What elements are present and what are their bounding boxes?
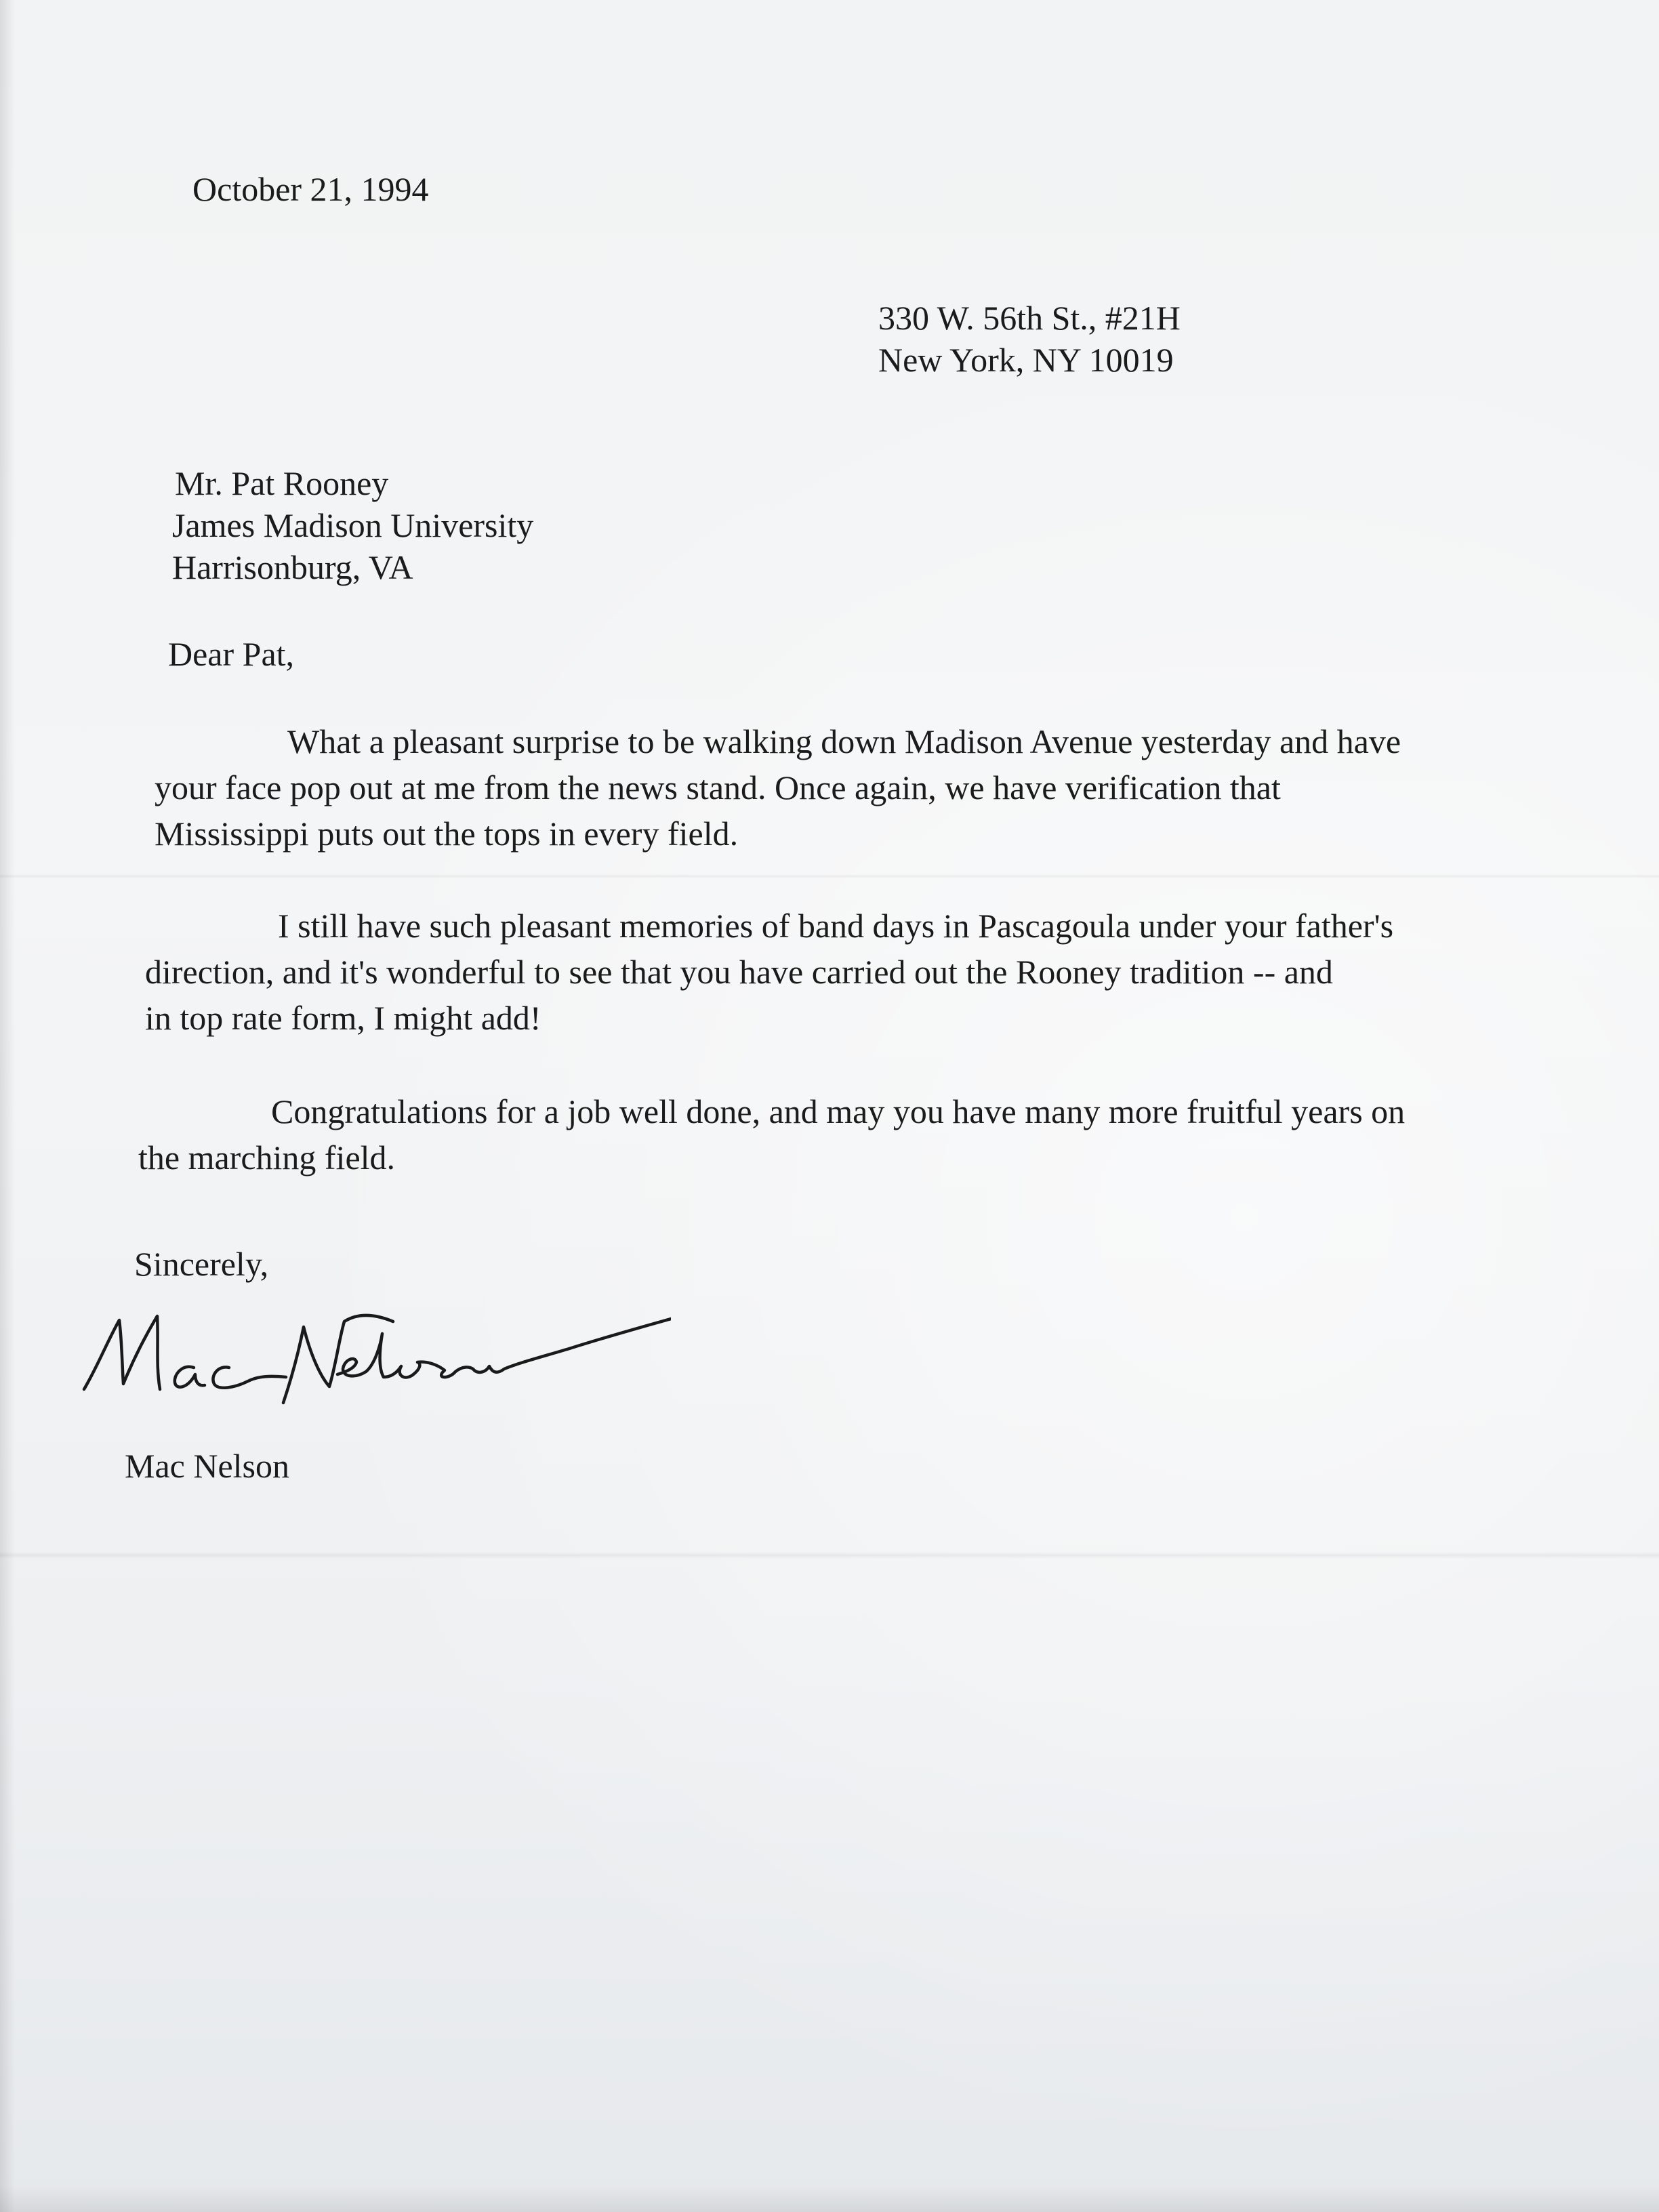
- signer-name: Mac Nelson: [125, 1447, 289, 1485]
- return-address-city: New York, NY 10019: [878, 341, 1174, 379]
- paragraph-line: direction, and it's wonderful to see that you have carried out the Rooney tradition -- and: [145, 953, 1333, 991]
- return-address-street: 330 W. 56th St., #21H: [878, 299, 1181, 337]
- paragraph-line: the marching field.: [138, 1139, 396, 1176]
- handwritten-signature: [75, 1301, 671, 1437]
- paper-fold-upper: [0, 874, 1659, 878]
- recipient-city: Harrisonburg, VA: [172, 548, 413, 586]
- closing: Sincerely,: [134, 1245, 269, 1283]
- paper-fold-lower: [0, 1552, 1659, 1559]
- salutation: Dear Pat,: [168, 635, 295, 673]
- recipient-organization: James Madison University: [172, 506, 534, 544]
- paragraph-line: Congratulations for a job well done, and may you have many more fruitful years on: [271, 1092, 1406, 1130]
- body-paragraph-2: [145, 903, 1393, 1041]
- paper-edge-shadow: [0, 0, 15, 2212]
- paragraph-line: in top rate form, I might add!: [145, 999, 541, 1037]
- body-paragraph-3: [138, 1088, 1405, 1181]
- letter-date: October 21, 1994: [192, 170, 429, 208]
- paragraph-line: I still have such pleasant memories of band days in Pascagoula under your father's: [278, 907, 1394, 945]
- recipient-name: Mr. Pat Rooney: [175, 464, 389, 502]
- paragraph-line: Mississippi puts out the tops in every field.: [155, 815, 739, 853]
- paragraph-line: What a pleasant surprise to be walking down Madison Avenue yesterday and have: [287, 722, 1401, 760]
- body-paragraph-1: [155, 718, 1401, 857]
- paper-bottom-shadow: [0, 2185, 1659, 2212]
- paragraph-line: your face pop out at me from the news stand. Once again, we have verification that: [155, 769, 1281, 806]
